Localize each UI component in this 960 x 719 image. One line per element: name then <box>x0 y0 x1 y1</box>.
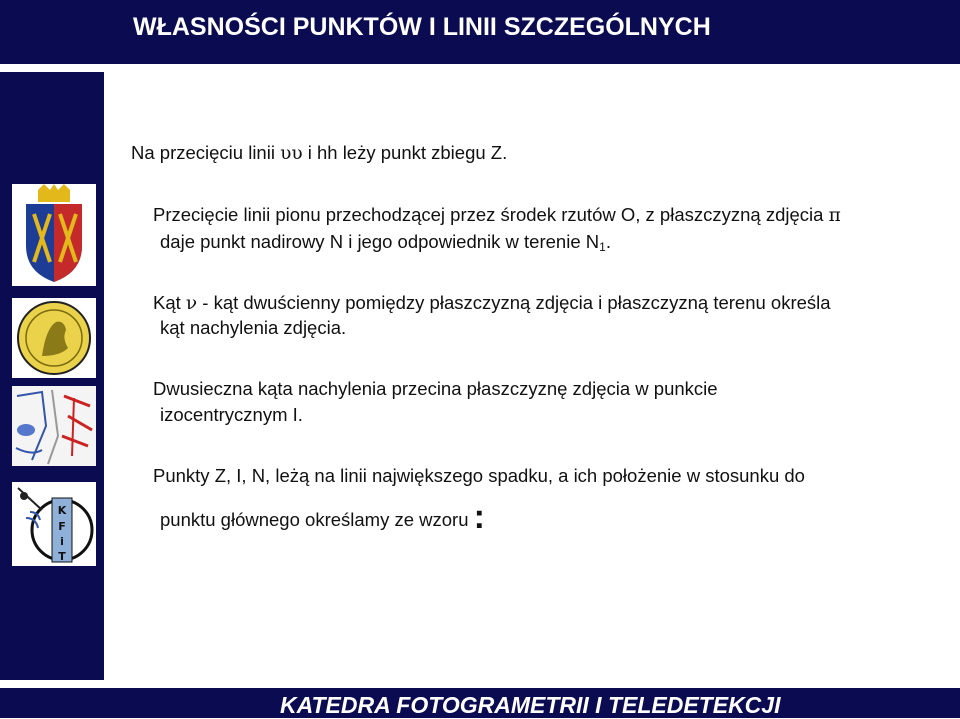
p3-text-b: - kąt dwuścienny pomiędzy płaszczyzną zdjęcia i płaszczyzną terenu określa <box>197 292 831 313</box>
medallion-logo <box>12 298 96 378</box>
kfit-letter-t: T <box>58 550 66 563</box>
p2-line2: daje punkt nadirowy N i jego odpowiednik w terenie N <box>160 231 600 252</box>
paragraph-isocenter-line2: izocentrycznym I. <box>160 404 303 425</box>
paragraph-nadir-line1 <box>153 202 841 229</box>
page-title: WŁASNOŚCI PUNKTÓW I LINII SZCZEGÓLNYCH <box>133 13 711 41</box>
logo-sidebar <box>0 72 104 680</box>
coat-of-arms-logo <box>12 184 96 286</box>
p5-line2-text: punktu głównego określamy ze wzoru <box>160 509 469 530</box>
kfit-letter-i: i <box>60 535 64 548</box>
p2-subscript: 1 <box>599 240 606 254</box>
p2-end: . <box>605 231 611 252</box>
p3-text-a: Kąt <box>153 292 186 313</box>
kfit-icon <box>12 482 96 566</box>
paragraph-nadir-line2 <box>160 229 611 255</box>
p2-line1: Przecięcie linii pionu przechodzącej przez środek rzutów O, z płaszczyzną zdjęcia <box>153 204 829 225</box>
paragraph-isocenter-line1: Dwusieczna kąta nachylenia przecina płaszczyznę zdjęcia w punkcie <box>153 378 718 399</box>
p1-text-b: i hh leży punkt zbiegu Z. <box>302 142 508 163</box>
p3-symbol: ν <box>185 293 198 314</box>
kfit-logo <box>12 482 96 566</box>
paragraph-vanishing-point <box>131 140 507 167</box>
footer-text: KATEDRA FOTOGRAMETRII I TELEDETEKCJI <box>280 692 781 718</box>
paragraph-points-line1: Punkty Z, I, N, leżą na linii największego spadku, a ich położenie w stosunku do <box>153 465 805 486</box>
kfit-letter-f: F <box>58 520 66 533</box>
map-icon <box>12 386 96 466</box>
kfit-letter-k: K <box>57 504 67 517</box>
medallion-icon <box>12 298 96 378</box>
p5-colon: : <box>473 498 485 536</box>
paragraph-points-line2 <box>160 498 485 536</box>
p1-symbol: υυ <box>280 143 303 164</box>
p1-text-a: Na przecięciu linii <box>131 142 281 163</box>
paragraph-angle-line2: kąt nachylenia zdjęcia. <box>160 317 347 338</box>
coat-of-arms-icon <box>12 184 96 286</box>
paragraph-angle-line1 <box>153 290 831 317</box>
map-logo <box>12 386 96 466</box>
p2-symbol: π <box>828 205 841 226</box>
